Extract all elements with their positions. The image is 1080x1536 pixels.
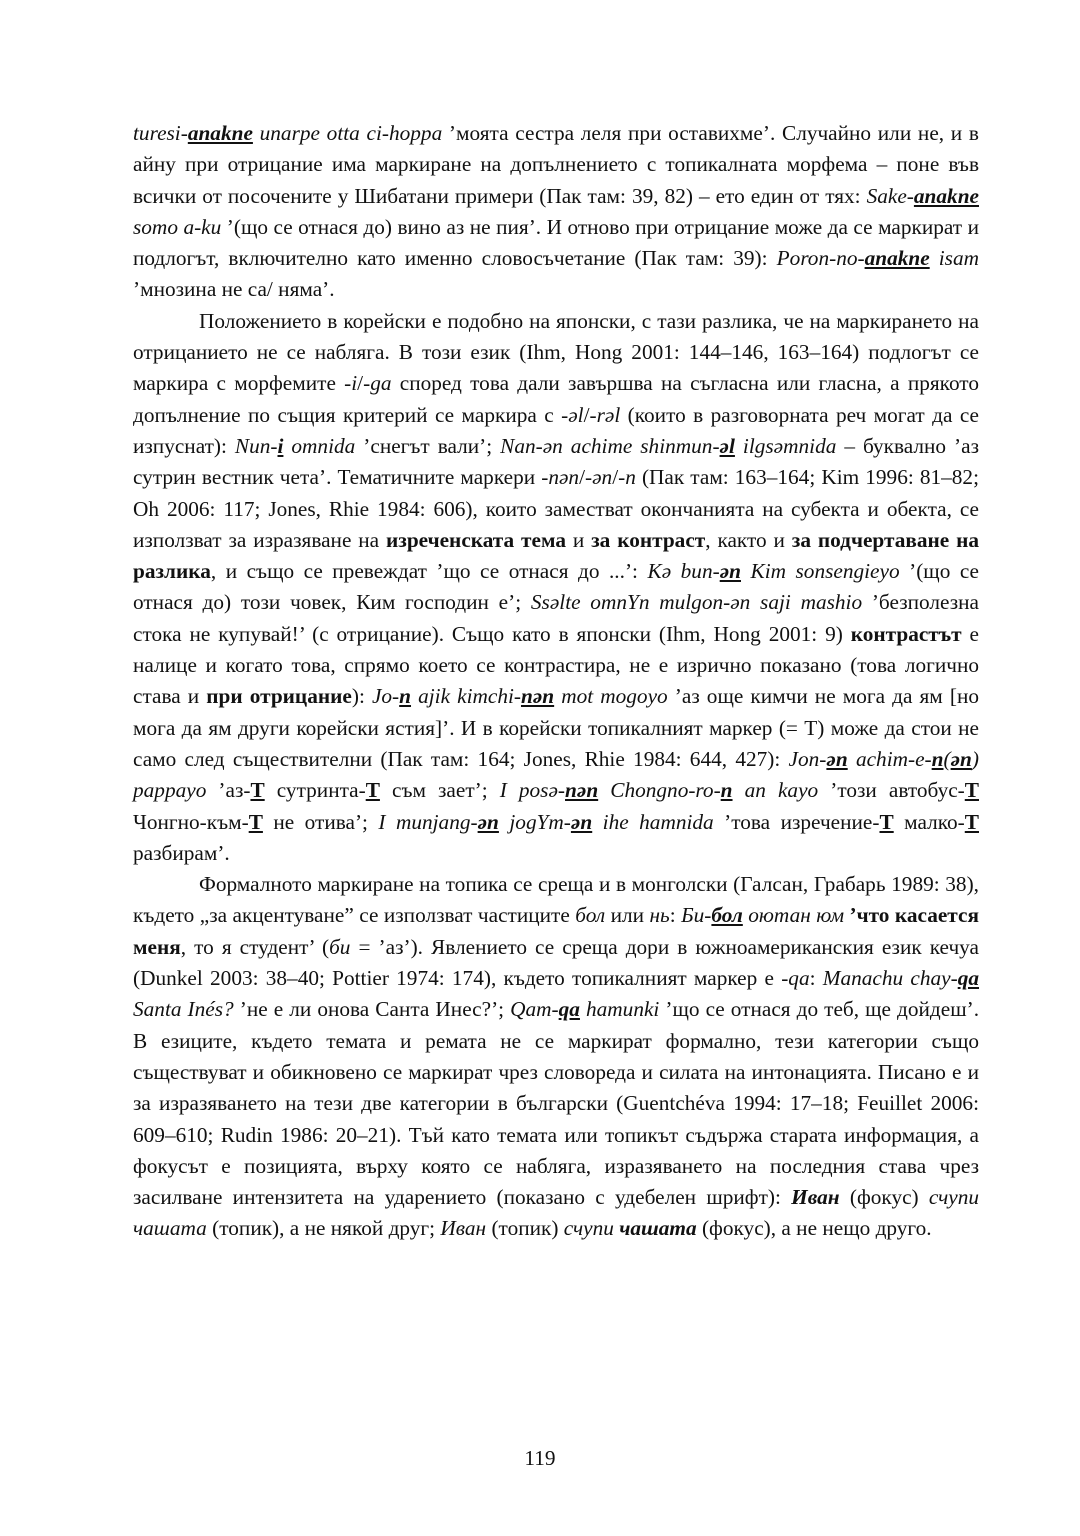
text-run: : bbox=[669, 903, 682, 928]
text-run: е налице и когато това, спрямо което се контрастира, не е изрично показано (това логично става и bbox=[133, 621, 980, 709]
text-run: /- bbox=[612, 465, 626, 490]
text-run: = ’аз’). Явлението се среща дори в южноамериканския език кечуа (Dunkel 2003: 38–40; Pottier 1974: 174), където топикалният маркер е - bbox=[133, 934, 979, 991]
text-run: (които в разговорната реч могат да се изпуснат): bbox=[133, 402, 979, 458]
marker-text: Т bbox=[248, 809, 263, 834]
text-run: unarpe otta ci-hoppa bbox=[252, 121, 443, 145]
marker-text: n bbox=[399, 684, 412, 709]
text-run: I posə- bbox=[499, 778, 566, 803]
text-run: , то я студент’ ( bbox=[180, 934, 330, 959]
text-run: или bbox=[605, 903, 650, 928]
text-run: нь bbox=[649, 903, 670, 928]
text-run: и bbox=[565, 527, 592, 552]
paragraph-2 bbox=[133, 306, 979, 869]
text-run: ’това изречение- bbox=[713, 809, 880, 834]
marker-text: anakne bbox=[864, 246, 930, 271]
text-run: оютан юм bbox=[742, 903, 845, 928]
text-run: счупи чашата bbox=[133, 1185, 979, 1241]
text-run: Nun- bbox=[234, 433, 278, 458]
text-run: Би- bbox=[681, 903, 712, 928]
text-run: Qam- bbox=[510, 997, 559, 1022]
text-run: (топик), а не някой друг; bbox=[206, 1216, 441, 1241]
paragraph-1 bbox=[133, 118, 979, 306]
text-run: ’что касается меня bbox=[133, 903, 980, 959]
marker-text: qa bbox=[957, 966, 980, 991]
text-run: ’(що се отнася до) този човек, Ким господин е’; bbox=[133, 559, 980, 615]
text-run: ’мнозина не са/ няма’. bbox=[133, 277, 335, 302]
text-run: rəl bbox=[596, 402, 621, 427]
text-run: Kim sonsengieyo bbox=[741, 559, 900, 584]
text-run: an kayo bbox=[732, 778, 819, 803]
text-run: ) pappayo bbox=[133, 746, 979, 803]
text-run: за подчертаване на разлика bbox=[133, 527, 980, 584]
marker-text: Т bbox=[250, 778, 265, 803]
marker-text: бол bbox=[711, 903, 743, 928]
text-run: i bbox=[351, 371, 358, 396]
marker-text: nən bbox=[520, 684, 555, 709]
marker-text: n bbox=[931, 746, 944, 771]
text-run: , и също се превеждат ’що се отнася до ...’: bbox=[210, 559, 648, 584]
marker-text: ən bbox=[477, 809, 499, 834]
text-run: Ssəlte omnYn mulgon-ən saji mashio bbox=[530, 590, 863, 615]
text-run: jogYm- bbox=[498, 809, 571, 834]
text-run: ( bbox=[943, 746, 951, 771]
text-run: nən bbox=[548, 465, 580, 490]
text-run: hamunki bbox=[579, 997, 660, 1022]
text-run: qa bbox=[788, 966, 810, 991]
text-run: (Пак там: 163–164; Kim 1996: 81–82; Oh 2006: 117; Jones, Rhie 1984: 606), които заместват окончанията на субекта и обекта, се използват за изразяване на bbox=[133, 465, 980, 552]
text-run: не отива’; bbox=[262, 809, 379, 834]
text-run: чашата bbox=[619, 1216, 697, 1241]
marker-text: Т bbox=[365, 778, 380, 803]
text-run: счупи bbox=[563, 1216, 614, 1241]
text-run: ’аз- bbox=[206, 778, 251, 803]
text-run: ’(що се отнася до) вино аз не пия’. И отново при отрицание може да се маркират и подлогът, включително като именно словосъчетание (Пак там: 39): bbox=[133, 214, 979, 271]
marker-text: ən bbox=[719, 559, 741, 584]
text-run: somo a-ku bbox=[133, 214, 222, 239]
text-run: isam bbox=[929, 246, 979, 271]
text-run: ’безполезна стока не купувай!’ (с отрицание). Също като в японски (Ihm, Hong 2001: 9) bbox=[133, 590, 979, 646]
text-run: Nan-ən achime shinmun- bbox=[500, 433, 720, 458]
text-run: ajik kimchi- bbox=[411, 684, 521, 709]
marker-text: n bbox=[720, 778, 733, 803]
text-run: (фокус), а не нещо друго. bbox=[696, 1216, 932, 1241]
text-run: изреченската тема bbox=[385, 527, 566, 552]
text-run: малко- bbox=[893, 809, 965, 834]
marker-text: qa bbox=[558, 997, 580, 1022]
text-run: Иван bbox=[791, 1185, 840, 1210]
page-body bbox=[133, 118, 979, 1245]
text-run: при отрицание bbox=[206, 684, 352, 709]
text-run: ihe hamnida bbox=[592, 809, 714, 834]
text-run: ilgsəmnida bbox=[734, 433, 837, 458]
marker-text: nən bbox=[565, 778, 599, 803]
text-run: ən bbox=[592, 465, 613, 490]
text-run: (фокус) bbox=[839, 1185, 929, 1210]
marker-text: əl bbox=[719, 433, 735, 458]
text-run: Формалното маркиране на топика се среща и в монголски (Галсан, Грабарь 1989: 38), където „за акцентуване” се използват частиците bbox=[133, 872, 979, 928]
text-run: Kə bun- bbox=[647, 559, 720, 584]
text-run: сутринта- bbox=[264, 778, 366, 803]
text-run: n bbox=[625, 465, 636, 490]
text-run: Chongno-ro- bbox=[598, 778, 721, 803]
text-run: съм зает’; bbox=[379, 778, 500, 803]
text-run: Jon- bbox=[788, 746, 827, 771]
text-run: : bbox=[809, 966, 823, 991]
marker-text: anakne bbox=[913, 183, 979, 208]
text-run: /- bbox=[579, 465, 593, 490]
marker-text: Т bbox=[964, 778, 979, 803]
text-run: Чонгно-към- bbox=[133, 809, 249, 834]
text-run: I munjang- bbox=[378, 809, 478, 834]
text-run: Jo- bbox=[371, 684, 400, 709]
marker-text: Т bbox=[879, 809, 894, 834]
text-run: ga bbox=[370, 371, 392, 396]
text-run: Иван bbox=[440, 1216, 487, 1241]
marker-text: Т bbox=[964, 809, 979, 834]
text-run: Положението в корейски е подобно на японски, с тази разлика, че на маркирането на отрицанието не се набляга. В този език (Ihm, Hong 2001: 144–146, 163–164) подлогът се маркира с морфемите - bbox=[133, 308, 979, 396]
text-run: ’що се отнася до теб, ще дойдеш’. В езиците, където темата и ремата не се маркират формално, тези категории също съществуват и обикновено се маркират чрез словореда и силата на интонацията. Писано е и за изразяването на тези две категории в български (Guentchéva 1994: 17–18; Feuillet 2006: 609–610; Rudin 1986: 20–21). Тъй като темата или топикът съдържа старата информация, а фокусът е позицията, върху която се набляга, изразяването на последния става чрез засилване интензитета на ударението (показано с удебелен шрифт): bbox=[133, 997, 980, 1210]
text-run: mot mogoyo bbox=[554, 684, 668, 709]
marker-text: i bbox=[277, 433, 284, 458]
page-number: 119 bbox=[524, 1446, 556, 1470]
text-run: ’не е ли онова Санта Инес?’; bbox=[233, 997, 511, 1022]
text-run: ’снегът вали’; bbox=[355, 433, 501, 458]
marker-text: ən bbox=[826, 746, 848, 771]
text-run: /- bbox=[357, 371, 371, 396]
text-run: Santa Inés? bbox=[133, 997, 234, 1022]
text-run: Poron-no- bbox=[776, 246, 865, 271]
text-run: /- bbox=[583, 402, 597, 427]
text-run: бол bbox=[575, 903, 606, 928]
text-run: ’моята сестра леля при оставихме’. Случайно или не, и в айну при отрицание има маркиране на допълнението с топикалната морфема – поне във всички от посочените у Шибатани примери (Пак там: 39, 82) – ето един от тях: bbox=[133, 121, 979, 208]
text-run: Sake- bbox=[866, 183, 914, 208]
marker-text: ən bbox=[570, 809, 593, 834]
text-run: ’този автобус- bbox=[818, 778, 965, 803]
text-run: , както и bbox=[705, 527, 792, 552]
text-run: разбирам’. bbox=[133, 840, 230, 865]
text-run: ’аз още кимчи не мога да ям [но мога да ям други корейски ястия]’. И в корейски топикалният маркер (= Т) може да стои не само след съществителни (Пак там: 164; Jones, Rhie 1984: 644, 427): bbox=[133, 684, 979, 771]
text-run: omnida bbox=[283, 433, 356, 458]
paragraph-3 bbox=[133, 869, 979, 1245]
text-run: turesi- bbox=[133, 121, 188, 145]
text-run: (топик) bbox=[486, 1216, 564, 1241]
text-run: ): bbox=[351, 684, 372, 709]
text-run: според това дали завършва на съгласна или гласна, а прякото допълнение по същия критерий се маркира с - bbox=[133, 371, 979, 427]
text-run: контрастът bbox=[850, 621, 962, 646]
marker-text: anakne bbox=[187, 121, 253, 145]
marker-text: ən bbox=[950, 746, 972, 771]
text-run: Manachu chay- bbox=[822, 966, 958, 991]
text-run: би bbox=[329, 934, 351, 959]
text-run: achim-e- bbox=[847, 746, 932, 771]
text-run: – буквално ’аз сутрин вестник чета’. Тематичните маркери - bbox=[133, 433, 980, 490]
text-run: əl bbox=[568, 402, 584, 427]
text-run: за контраст bbox=[591, 527, 706, 552]
